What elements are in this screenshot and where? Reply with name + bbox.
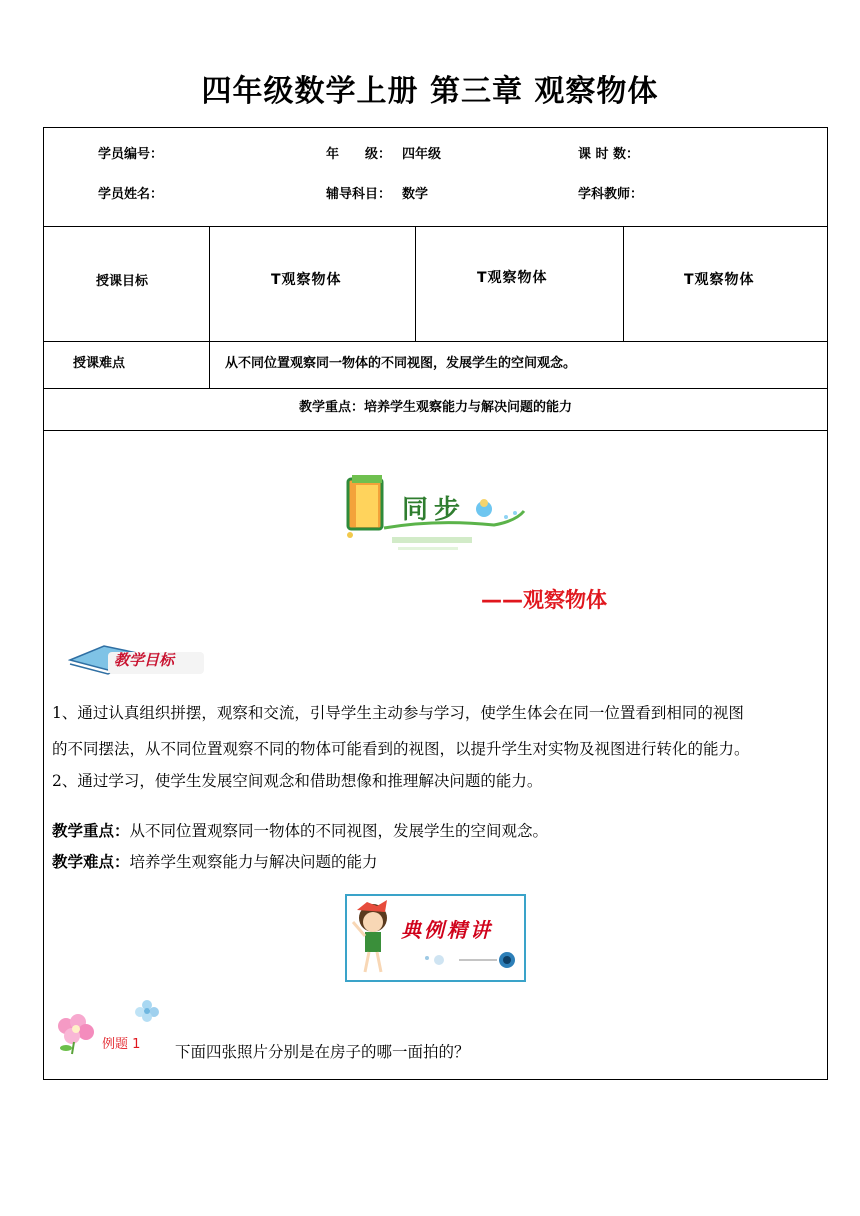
difficulty-point-label: 教学难点： bbox=[52, 853, 130, 871]
difficulty-text: 从不同位置观察同一物体的不同视图，发展学生的空间观念。 bbox=[225, 356, 577, 371]
example-question: 下面四张照片分别是在房子的哪一面拍的？ bbox=[175, 1043, 470, 1061]
page-title: 四年级数学上册 第三章 观察物体 bbox=[201, 74, 659, 109]
key-point-label: 教学重点： bbox=[52, 822, 130, 840]
subject-label: 辅导科目： bbox=[326, 187, 392, 202]
objective-item: T观察物体 bbox=[684, 272, 755, 288]
sync-banner bbox=[344, 473, 529, 563]
grade-label: 年 级： bbox=[326, 147, 392, 162]
row-divider bbox=[44, 226, 827, 227]
lesson-table bbox=[43, 127, 828, 1080]
col-divider bbox=[415, 226, 416, 341]
difficulty-point-text: 培养学生观察能力与解决问题的能力 bbox=[129, 853, 378, 871]
objective-paragraph-line: 1、通过认真组织拼摆，观察和交流，引导学生主动参与学习，使学生体会在同一位置看到相同的视图 bbox=[52, 704, 744, 722]
key-point-text: 从不同位置观察同一物体的不同视图，发展学生的空间观念。 bbox=[129, 822, 549, 840]
teaching-goals-banner bbox=[68, 640, 208, 676]
student-name-label: 学员姓名： bbox=[98, 187, 164, 202]
col-divider bbox=[623, 226, 624, 341]
flower-icon bbox=[52, 1010, 102, 1056]
grade-value: 四年级 bbox=[402, 147, 442, 162]
objective-item: T观察物体 bbox=[477, 270, 548, 286]
row-divider bbox=[44, 388, 827, 389]
teaching-goals-text: 教学目标 bbox=[114, 651, 175, 669]
sync-banner-text: 同步 bbox=[402, 495, 467, 525]
example-label: 例题 1 bbox=[102, 1037, 141, 1052]
col-divider bbox=[209, 226, 210, 388]
small-flower-icon bbox=[132, 998, 162, 1024]
objective-paragraph-line: 的不同摆法，从不同位置观察不同的物体可能看到的视图，以提升学生对实物及视图进行转化的能力。 bbox=[52, 740, 750, 758]
row-divider bbox=[44, 341, 827, 342]
difficulty-paragraph bbox=[52, 844, 378, 880]
examples-banner-text: 典例精讲 bbox=[401, 918, 493, 942]
subject-value: 数学 bbox=[402, 187, 429, 202]
key-point-row: 教学重点：培养学生观察能力与解决问题的能力 bbox=[298, 400, 572, 415]
student-id-label: 学员编号： bbox=[98, 147, 164, 162]
row-divider bbox=[44, 430, 827, 431]
hours-label: 课 时 数： bbox=[578, 147, 640, 162]
examples-banner bbox=[345, 894, 526, 982]
objective-paragraph-2: 2、通过学习，使学生发展空间观念和借助想像和推理解决问题的能力。 bbox=[52, 772, 543, 790]
difficulty-label: 授课难点 bbox=[73, 356, 126, 371]
teacher-label: 学科教师： bbox=[578, 187, 644, 202]
section-subtitle: ——观察物体 bbox=[481, 588, 607, 612]
objective-item: T观察物体 bbox=[271, 272, 342, 288]
objectives-label: 授课目标 bbox=[96, 274, 149, 289]
